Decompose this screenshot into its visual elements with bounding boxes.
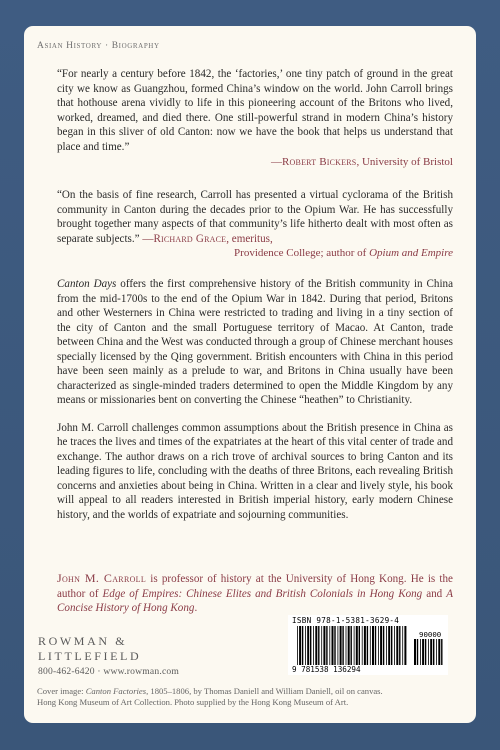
book-description	[57, 277, 453, 522]
barcode-bar	[323, 626, 325, 665]
barcode-bar	[305, 626, 306, 665]
barcode-bar	[396, 626, 398, 665]
endorsement-grace	[57, 188, 453, 261]
ean-digits: 9 781538 136294	[292, 665, 361, 674]
barcode-bar	[433, 639, 434, 665]
barcode-bar	[422, 639, 424, 665]
barcode-bar	[326, 626, 327, 665]
barcode-bar	[391, 626, 392, 665]
barcode-bar	[372, 626, 374, 665]
barcode-bar	[414, 639, 416, 665]
category-label: Asian History · Biography	[37, 41, 160, 51]
barcode-bar	[383, 626, 384, 665]
book-title: Canton Days	[57, 278, 117, 290]
endorsement-attribution: Providence College; author of Opium and Empire	[234, 247, 453, 260]
barcode-bar	[404, 626, 406, 665]
barcode-bar	[342, 626, 343, 665]
publisher-logo-line1: ROWMAN &	[38, 634, 128, 648]
barcode-bar	[375, 626, 376, 665]
endorsement-text: “On the basis of fine research, Carroll has presented a virtual cyclorama of the British community in Canton during the decades prior to the Opium War. He has successfully brought together many aspects of that community’s life hitherto dealt with most often as separate subjects.” —Richard Grace, emeritus,	[57, 189, 453, 245]
endorser-name: Robert Bickers	[282, 155, 357, 168]
barcode-bar	[425, 639, 426, 665]
barcode-bar	[297, 626, 298, 665]
book-title: Opium and Empire	[369, 247, 453, 260]
barcode-bar	[338, 626, 339, 665]
description-paragraph-1: Canton Days offers the first comprehensive history of the British community in China from the mid-1700s to the end of the Opium War in 1842. During that period, Britons and other Westerners in China were restricted to trading and living in a tiny section of the city of Canton and the small Portuguese territory of Macao. At Canton, trade between China and the West was conducted through a group of Chinese merchant houses specially licensed by the Qing government. British encounters with China in this period have been seen mainly as a prelude to war, and Britons in China usually have been characterized as single-minded traders determined to open the Middle Kingdom by any means or missionaries bent on converting the Chinese “heathen” to Christianity.	[57, 278, 453, 406]
barcode-bar	[388, 626, 390, 665]
barcode-bar	[329, 626, 330, 665]
barcode-bar	[441, 639, 442, 665]
barcode-bar	[364, 626, 366, 665]
barcode-bar	[436, 639, 437, 665]
barcode-bar	[378, 626, 379, 665]
barcode-bar	[340, 626, 342, 665]
barcode-bar	[313, 626, 314, 665]
barcode-bar	[334, 626, 335, 665]
barcode-bar	[359, 626, 360, 665]
barcode-bar	[321, 626, 322, 665]
barcode-bar	[420, 639, 421, 665]
barcode-bar	[438, 639, 440, 665]
barcode-bar	[370, 626, 371, 665]
publisher-block	[38, 634, 179, 679]
endorsement-attribution: —Robert Bickers, University of Bristol	[271, 155, 453, 168]
isbn-barcode	[288, 615, 448, 675]
barcode-bar	[402, 626, 403, 665]
publisher-logo-line2: LITTLEFIELD	[38, 649, 142, 663]
barcode-bar	[428, 639, 429, 665]
barcode-graphic	[288, 615, 448, 675]
barcode-bar	[310, 626, 311, 665]
barcode-bar	[315, 626, 317, 665]
cover-image-credit: Cover image: Canton Factories, 1805–1806, by Thomas Daniell and William Daniell, oil on canvas. Hong Kong Museum of Art Collection. Photo supplied by the Hong Kong Museum of Art.	[37, 686, 383, 707]
barcode-bar	[318, 626, 319, 665]
barcode-bar	[362, 626, 363, 665]
barcode-bar	[380, 626, 382, 665]
barcode-bar	[346, 626, 347, 665]
author-bio: John M. Carroll is professor of history at the University of Hong Kong. He is the author of Edge of Empires: Chinese Elites and British Colonials in Hong Kong and A Concise History of Hong Kong.	[57, 571, 453, 614]
barcode-bar	[299, 626, 301, 665]
barcode-bar	[356, 626, 358, 665]
price-code: 90000	[419, 630, 442, 639]
barcode-bar	[399, 626, 400, 665]
barcode-bar	[394, 626, 395, 665]
description-paragraph-2: John M. Carroll challenges common assumptions about the British presence in China as he traces the lives and times of the expatriates at the heart of this vital center of trade and exchange. The author draws on a rich trove of archival sources to bring Canton and its leading figures to life, concluding with the deaths of three Britons, each revealing British concerns and anxieties about being in China. Written in a clear and lively style, his book will appeal to all readers interested in British imperial history, early modern Chinese history, and the worlds of expatriate and sojourning communities.	[57, 421, 453, 521]
isbn-label: ISBN 978-1-5381-3629-4	[292, 616, 400, 625]
publisher-contact: 800-462-6420 · www.rowman.com	[38, 666, 180, 677]
barcode-bar	[332, 626, 334, 665]
endorsement-bickers	[57, 67, 453, 169]
author-name: John M. Carroll	[57, 571, 147, 585]
barcode-bar	[307, 626, 309, 665]
endorser-name: Richard Grace	[153, 232, 227, 245]
endorsement-text: “For nearly a century before 1842, the ‘factories,’ one tiny patch of ground in the great city we know as Guangzhou, formed China’s window on the world. John Carroll brings that hothouse arena vividly to life in this pioneering account of the Britons who lived, worked, dreamed, and died there. One still-powerful strand in modern China’s history began in this sliver of old Canton: now we have the book that helps us understand that place and time.”	[57, 68, 453, 153]
barcode-bar	[430, 639, 432, 665]
barcode-bar	[354, 626, 355, 665]
barcode-bar	[302, 626, 303, 665]
barcode-bar	[386, 626, 387, 665]
barcode-bar	[417, 639, 418, 665]
barcode-bar	[348, 626, 350, 665]
barcode-bar	[367, 626, 368, 665]
barcode-bar	[351, 626, 352, 665]
